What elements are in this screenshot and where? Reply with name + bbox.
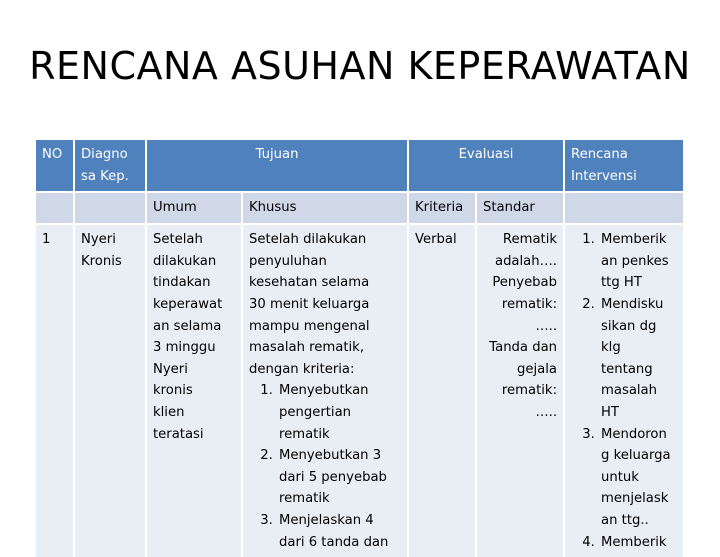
cell-diagnosa: Nyeri Kronis xyxy=(74,224,146,557)
header-tujuan: Tujuan xyxy=(146,140,408,192)
page-title: RENCANA ASUHAN KEPERAWATAN xyxy=(29,44,691,88)
cell-khusus xyxy=(242,224,408,557)
subheader-empty-3 xyxy=(564,192,684,224)
header-rencana: Rencana Intervensi xyxy=(564,140,684,192)
table-header-row xyxy=(36,140,684,192)
list-item: 3. Menjelaskan 4 dari 6 tanda dan xyxy=(277,510,401,553)
list-item: 3. Mendoron g keluarga untuk menjelask an ttg.. xyxy=(599,424,677,532)
khusus-intro: Setelah dilakukan penyuluhan kesehatan selama 30 menit keluarga mampu mengenal masalah rematik, dengan kriteria: xyxy=(249,232,370,377)
table-row xyxy=(36,224,684,557)
khusus-list xyxy=(249,380,401,553)
subheader-umum: Umum xyxy=(146,192,242,224)
table-subheader-row xyxy=(36,192,684,224)
subheader-kriteria: Kriteria xyxy=(408,192,476,224)
cell-no: 1 xyxy=(36,224,74,557)
subheader-empty-2 xyxy=(74,192,146,224)
cell-rencana xyxy=(564,224,684,557)
care-plan-table xyxy=(36,140,685,557)
subheader-empty-1 xyxy=(36,192,74,224)
header-diagnosa: Diagno sa Kep. xyxy=(74,140,146,192)
rencana-list xyxy=(571,229,677,553)
header-evaluasi: Evaluasi xyxy=(408,140,564,192)
list-item: 1. Memberik an penkes ttg HT xyxy=(599,229,677,294)
subheader-khusus: Khusus xyxy=(242,192,408,224)
list-item: 2. Mendisku sikan dg klg tentang masalah HT xyxy=(599,294,677,424)
list-item: 4. Memberik xyxy=(599,532,677,554)
cell-kriteria: Verbal xyxy=(408,224,476,557)
subheader-standar: Standar xyxy=(476,192,564,224)
header-no: NO xyxy=(36,140,74,192)
list-item: 1. Menyebutkan pengertian rematik xyxy=(277,380,401,445)
cell-umum: Setelah dilakukan tindakan keperawat an selama 3 minggu Nyeri kronis klien teratasi xyxy=(146,224,242,557)
list-item: 2. Menyebutkan 3 dari 5 penyebab rematik xyxy=(277,445,401,510)
cell-standar: Rematik adalah…. Penyebab rematik: ….. Tanda dan gejala rematik: ….. xyxy=(476,224,564,557)
